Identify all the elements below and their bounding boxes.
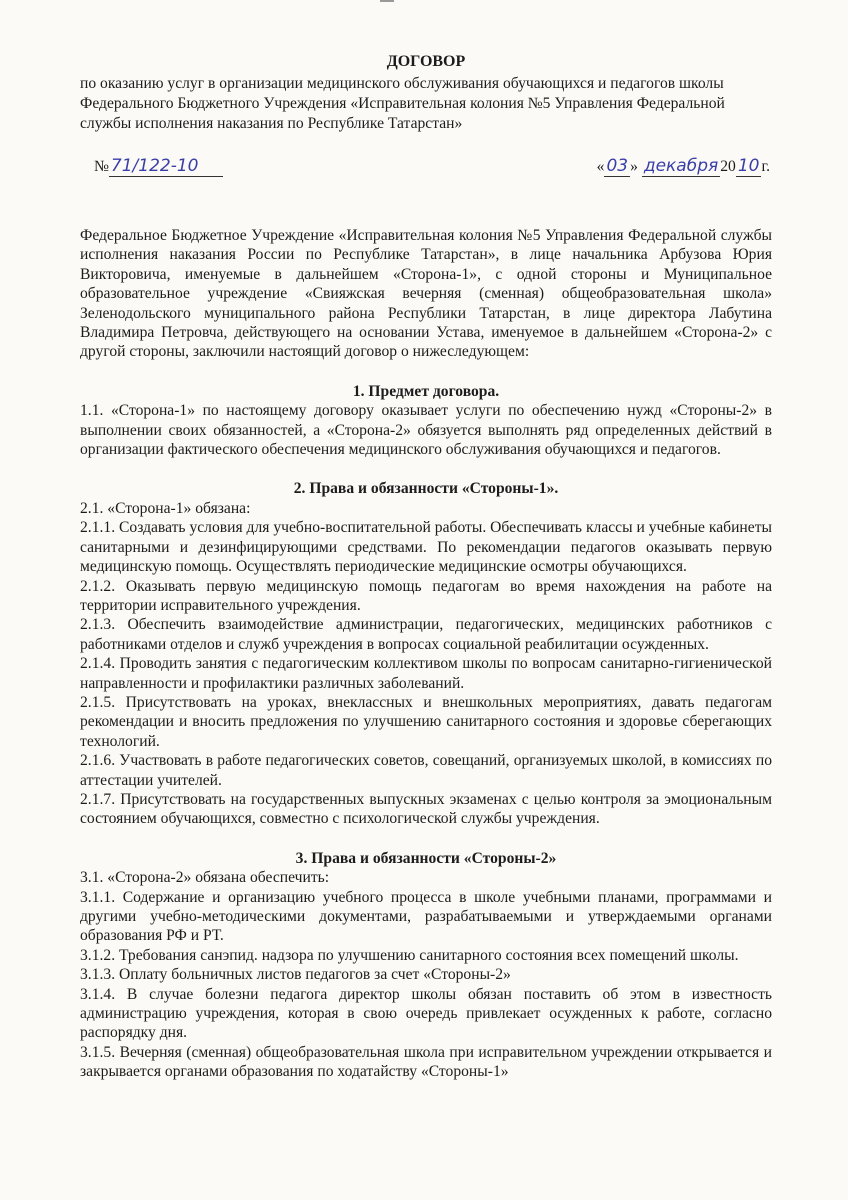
scan-mark — [380, 0, 394, 2]
sections — [80, 382, 772, 1082]
document-page — [80, 52, 772, 1082]
date-quote-open: « — [596, 158, 605, 175]
clause: 2.1.7. Присутствовать на государственных выпускных экзаменах с целью контроля за эмоциональным состоянием обучающихся, совместно с психологической службы учреждения. — [80, 790, 772, 828]
date-day: 03 — [606, 156, 629, 176]
document-subtitle-line: службы исполнения наказания по Республике Татарстан» — [80, 115, 463, 132]
document-subtitle-line: по оказанию услуг в организации медицинского обслуживания обучающихся и педагогов школы — [80, 75, 724, 92]
section-heading: 3. Права и обязанности «Стороны-2» — [295, 849, 557, 867]
contract-number — [94, 156, 223, 177]
clause: 3.1. «Сторона-2» обязана обеспечить: — [80, 869, 330, 887]
clause: 2.1.3. Обеспечить взаимодействие администрации, педагогических, медицинских работников с работниками отделов и служб учреждения в вопросах социальной реабилитации осужденных. — [80, 616, 772, 653]
section-heading: 2. Права и обязанности «Стороны-1». — [293, 480, 559, 498]
date-year: 10 — [737, 156, 760, 176]
date-month: декабря — [643, 156, 719, 176]
document-subtitle-line: Федерального Бюджетного Учреждения «Исправительная колония №5 Управления Федеральной — [80, 95, 725, 112]
contract-date — [597, 156, 770, 177]
clause: 3.1.4. В случае болезни педагога директор школы обязан поставить об этом в известность администрацию учреждения, которая в свою очередь привлекает осужденных к работе, согласно распорядку дня. — [80, 985, 772, 1042]
date-suffix: г. — [761, 158, 770, 175]
date-quote-close: » — [630, 158, 638, 175]
clause: 3.1.3. Оплату больничных листов педагогов за счет «Стороны-2» — [80, 966, 511, 984]
clause: 2.1.2. Оказывать первую медицинскую помощь педагогам во время нахождения на работе на территории исправительного учреждения. — [80, 577, 772, 614]
clause: 2.1. «Сторона-1» обязана: — [80, 499, 251, 517]
number-date-row — [80, 152, 772, 192]
contract-number-handwritten: 71/122-10 — [109, 156, 223, 177]
number-sign: № — [94, 158, 109, 175]
clause: 2.1.5. Присутствовать на уроках, внеклассных и внешкольных мероприятиях, давать педагогам рекомендации и вносить предложения по улучшению санитарного состояния и здоровье сберегающих технологий. — [80, 693, 772, 750]
clause: 2.1.4. Проводить занятия с педагогическим коллективом школы по вопросам санитарно-гигиенической направленности и профилактики различных заболеваний. — [80, 655, 772, 692]
clause: 3.1.5. Вечерняя (сменная) общеобразовательная школа при исправительном учреждении открывается и закрывается органами образования по ходатайству «Стороны-1» — [80, 1043, 772, 1081]
section-heading: 1. Предмет договора. — [352, 382, 500, 400]
clause: 3.1.1. Содержание и организацию учебного процесса в школе учебными планами, программами и другими учебно-методическими документами, разрабатываемыми и утверждаемыми органами образования РФ и РТ. — [80, 888, 772, 945]
date-year-prefix: 20 — [720, 158, 736, 175]
intro-paragraph: Федеральное Бюджетное Учреждение «Исправительная колония №5 Управления Федеральной службы исполнения наказания России по Республике Татарстан», в лице начальника Арбузова Юрия Викторовича, именуемые в дальнейшем «Сторона-1», с одной стороны и Муниципальное образовательное учреждение «Свияжская вечерняя (сменная) общеобразовательная школа» Зеленодольского муниципального района Республики Татарстан, в лице директора Лабутина Владимира Петровча, действующего на основании Устава, именуемое в дальнейшем «Сторона-2» с другой стороны, заключили настоящий договор о нижеследующем: — [80, 227, 772, 361]
clause: 2.1.1. Создавать условия для учебно-воспитательной работы. Обеспечивать классы и учебные кабинеты санитарными и дезинфицирующими средствами. По рекомендации педагогов оказывать первую медицинскую помощь. Осуществлять периодические медицинские осмотры обучающихся. — [80, 519, 772, 576]
clause: 3.1.2. Требования санэпид. надзора по улучшению санитарного состояния всех помещений школы. — [80, 946, 739, 964]
document-title: ДОГОВОР — [386, 53, 466, 70]
clause: 2.1.6. Участвовать в работе педагогических советов, совещаний, организуемых школой, в комиссиях по аттестации учителей. — [80, 752, 772, 789]
clause: 1.1. «Сторона-1» по настоящему договору оказывает услуги по обеспечению нужд «Стороны-2» в выполнении своих обязанностей, а «Сторона-2» обязуется выполнять ряд определенных действий в организации фактического обеспечения медицинского обслуживания обучающихся и педагогов. — [80, 402, 772, 459]
